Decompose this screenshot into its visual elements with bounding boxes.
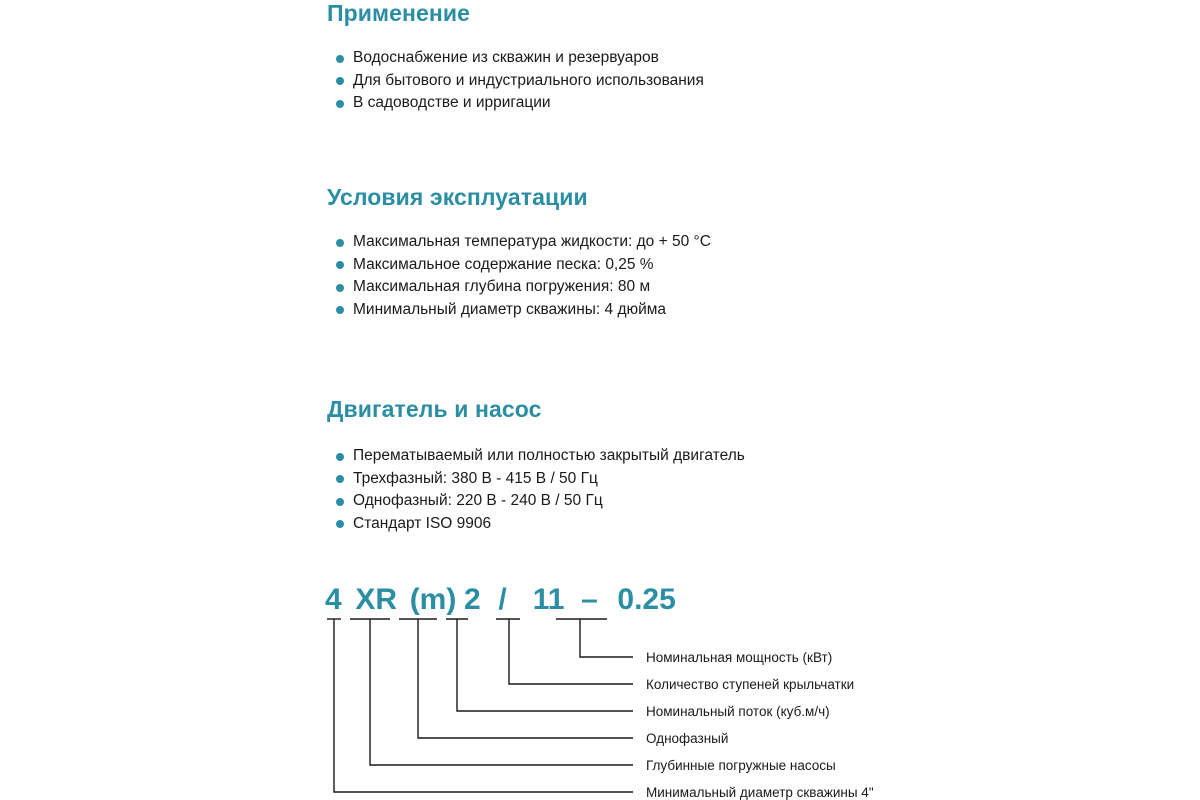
list-item: В садоводстве и ирригации <box>336 92 704 115</box>
legend-single-phase-label: Однофазный <box>646 731 729 746</box>
legend-diameter-label: Минимальный диаметр скважины 4" <box>646 785 874 800</box>
section-title-operating-conditions: Условия эксплуатации <box>327 184 588 210</box>
model-code-dash: – <box>581 583 598 616</box>
legend-stages-label: Количество ступеней крыльчатки <box>646 677 855 692</box>
model-code-slash: / <box>498 583 507 616</box>
model-code-part-phase: (m) <box>409 583 457 616</box>
section-title-application: Применение <box>327 0 471 26</box>
list-item: Перематываемый или полностью закрытый двигатель <box>336 445 745 468</box>
legend-power-label: Номинальная мощность (кВт) <box>646 650 833 665</box>
model-code-part-series: XR <box>355 583 398 616</box>
list-item: Минимальный диаметр скважины: 4 дюйма <box>336 299 711 322</box>
list-item: Максимальная глубина погружения: 80 м <box>336 276 711 299</box>
leader-submersible <box>370 619 633 765</box>
list-item: Трехфазный: 380 В - 415 В / 50 Гц <box>336 468 745 491</box>
model-code-part-power: 0.25 <box>617 583 676 616</box>
leader-single-phase <box>418 619 633 738</box>
leader-flow <box>457 619 633 711</box>
model-code-part-stages: 11 <box>532 583 565 616</box>
model-code-part-size: 4 <box>325 583 342 616</box>
leader-stages <box>509 619 633 684</box>
model-code-part-flow: 2 <box>464 583 481 616</box>
leader-diameter <box>334 619 633 792</box>
list-item: Водоснабжение из скважин и резервуаров <box>336 47 704 70</box>
section-title-motor-pump: Двигатель и насос <box>327 396 542 422</box>
list-item: Стандарт ISO 9906 <box>336 513 745 536</box>
leader-power <box>580 619 633 657</box>
legend-flow-label: Номинальный поток (куб.м/ч) <box>646 704 830 719</box>
legend-submersible-label: Глубинные погружные насосы <box>646 758 836 773</box>
list-item: Максимальная температура жидкости: до + 50 °C <box>336 231 711 254</box>
list-item: Максимальное содержание песка: 0,25 % <box>336 254 711 277</box>
list-item: Однофазный: 220 В - 240 В / 50 Гц <box>336 490 745 513</box>
list-item: Для бытового и индустриального использования <box>336 70 704 93</box>
